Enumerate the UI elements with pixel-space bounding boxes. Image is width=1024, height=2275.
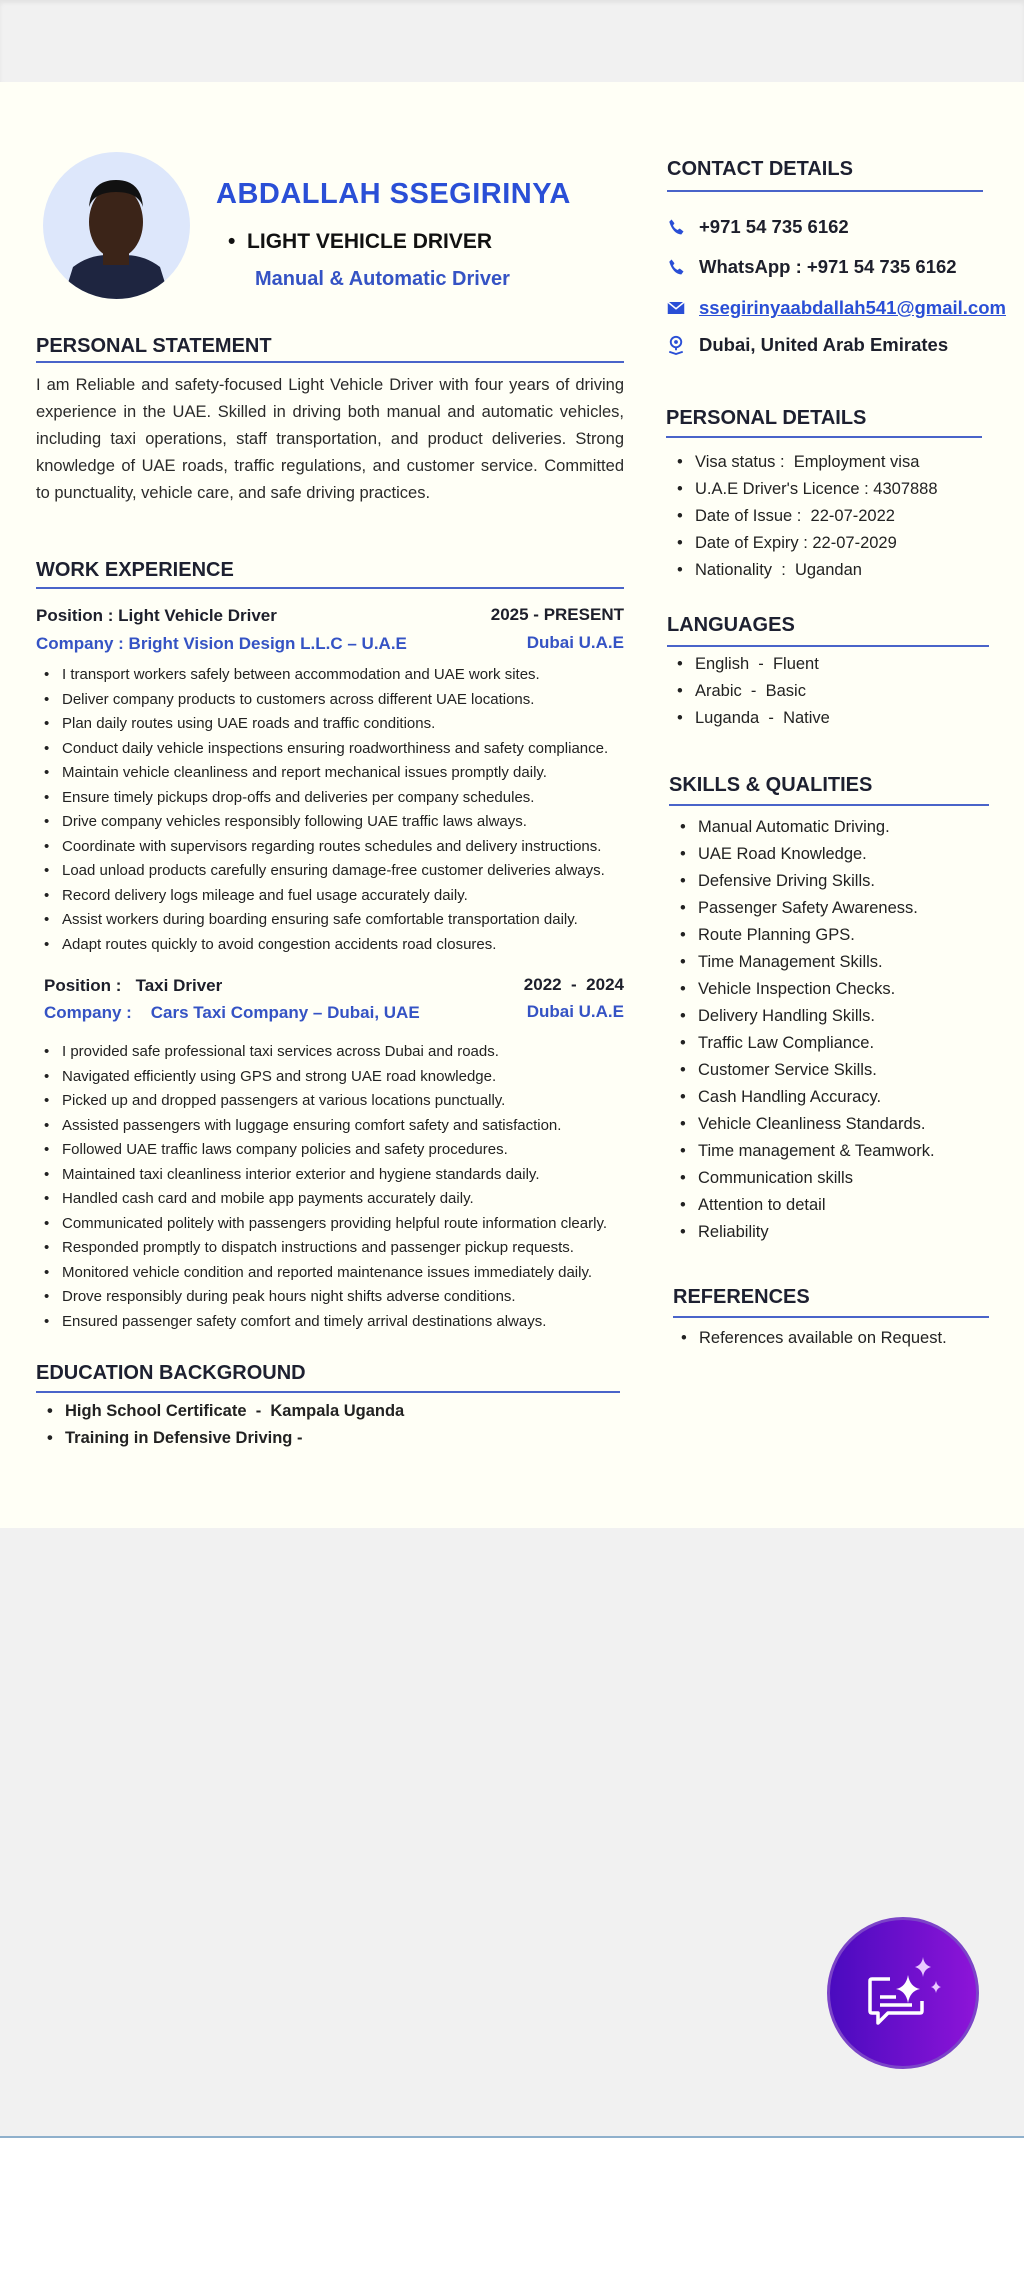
- personal-details-heading: PERSONAL DETAILS: [666, 407, 867, 429]
- job-position: Position : Taxi Driver: [44, 976, 223, 995]
- list-item: • Deliver company products to customers across different UAE locations.: [62, 688, 608, 713]
- list-item: • Adapt routes quickly to avoid congestion accidents road closures.: [62, 933, 608, 958]
- list-item: • Handled cash card and mobile app payments accurately daily.: [62, 1187, 607, 1212]
- contact-phone: [667, 216, 849, 238]
- list-item: • Coordinate with supervisors regarding routes schedules and delivery instructions.: [62, 835, 608, 860]
- list-item: • Communicated politely with passengers providing helpful route information clearly.: [62, 1212, 607, 1237]
- list-item: • Load unload products carefully ensuring damage-free customer deliveries always.: [62, 859, 608, 884]
- top-bar: [0, 0, 1024, 82]
- job-duties-list: [62, 1040, 607, 1334]
- statement-text: I am Reliable and safety-focused Light Vehicle Driver with four years of driving experience in the UAE. Skilled in driving both manual and automatic vehicles, including taxi operations, staff transportation, and product deliveries. Strong knowledge of UAE roads, traffic regulations, and customer service. Committed to punctuality, vehicle care, and safe driving practices.: [36, 376, 624, 502]
- list-item: • Cash Handling Accuracy.: [698, 1084, 935, 1111]
- divider: [673, 1316, 989, 1318]
- whatsapp-text: WhatsApp : +971 54 735 6162: [699, 256, 957, 277]
- list-item: • Attention to detail: [698, 1192, 935, 1219]
- job-location: Dubai U.A.E: [526, 1002, 624, 1021]
- location-pin-icon: [667, 335, 685, 355]
- job-company: Company : Cars Taxi Company – Dubai, UAE: [44, 1003, 420, 1022]
- list-item: • Defensive Driving Skills.: [698, 868, 935, 895]
- mail-icon: [667, 300, 685, 316]
- job-dates: 2025 - PRESENT: [490, 605, 624, 624]
- list-item: • Ensure timely pickups drop-offs and deliveries per company schedules.: [62, 786, 608, 811]
- list-item: • Date of Issue : 22-07-2022: [695, 503, 938, 530]
- list-item: • Reliability: [698, 1219, 935, 1246]
- divider: [36, 361, 624, 363]
- divider: [36, 1391, 620, 1393]
- contact-location: [667, 334, 948, 356]
- references-heading: REFERENCES: [673, 1286, 810, 1308]
- divider: [667, 190, 983, 192]
- list-item: • Navigated efficiently using GPS and strong UAE road knowledge.: [62, 1065, 607, 1090]
- contact-email[interactable]: [667, 297, 1006, 319]
- divider: [669, 804, 989, 806]
- list-item: • Plan daily routes using UAE roads and traffic conditions.: [62, 712, 608, 737]
- list-item: • Traffic Law Compliance.: [698, 1030, 935, 1057]
- list-item: • Ensured passenger safety comfort and timely arrival destinations always.: [62, 1310, 607, 1335]
- list-item: • Assist workers during boarding ensuring safe comfortable transportation daily.: [62, 908, 608, 933]
- phone-icon: [667, 218, 685, 236]
- divider: [666, 436, 982, 438]
- job-subtitle: Manual & Automatic Driver: [255, 268, 510, 290]
- ai-chat-sparkle-icon: [858, 1953, 948, 2033]
- list-item: • Drove responsibly during peak hours night shifts adverse conditions.: [62, 1285, 607, 1310]
- work-heading: WORK EXPERIENCE: [36, 559, 234, 581]
- list-item: • Conduct daily vehicle inspections ensuring roadworthiness and safety compliance.: [62, 737, 608, 762]
- list-item: • Time Management Skills.: [698, 949, 935, 976]
- list-item: • Assisted passengers with luggage ensuring comfort safety and satisfaction.: [62, 1114, 607, 1139]
- contact-heading: CONTACT DETAILS: [667, 158, 853, 180]
- list-item: • Nationality : Ugandan: [695, 557, 938, 584]
- location-text: Dubai, United Arab Emirates: [699, 334, 949, 355]
- candidate-name: ABDALLAH SSEGIRINYA: [216, 178, 571, 210]
- skills-list: [698, 814, 935, 1246]
- list-item: • Delivery Handling Skills.: [698, 1003, 935, 1030]
- statement-heading: PERSONAL STATEMENT: [36, 335, 272, 357]
- list-item: • Time management & Teamwork.: [698, 1138, 935, 1165]
- job-duties-list: [62, 663, 608, 957]
- education-heading: EDUCATION BACKGROUND: [36, 1362, 306, 1384]
- job-position: Position : Light Vehicle Driver: [36, 606, 277, 625]
- email-link[interactable]: ssegirinyaabdallah541@gmail.com: [699, 297, 1006, 318]
- list-item: • English - Fluent: [695, 651, 830, 678]
- job-title-text: LIGHT VEHICLE DRIVER: [247, 230, 493, 253]
- contact-whatsapp: [667, 256, 957, 278]
- list-item: • Vehicle Cleanliness Standards.: [698, 1111, 935, 1138]
- list-item: • Monitored vehicle condition and reported maintenance issues immediately daily.: [62, 1261, 607, 1286]
- list-item: • High School Certificate - Kampala Uganda: [65, 1398, 404, 1425]
- list-item: • Training in Defensive Driving -: [65, 1425, 404, 1452]
- list-item: • Route Planning GPS.: [698, 922, 935, 949]
- list-item: • Visa status : Employment visa: [695, 449, 938, 476]
- list-item: • I provided safe professional taxi services across Dubai and roads.: [62, 1040, 607, 1065]
- list-item: • Followed UAE traffic laws company policies and safety procedures.: [62, 1138, 607, 1163]
- list-item: • Luganda - Native: [695, 705, 830, 732]
- list-item: • UAE Road Knowledge.: [698, 841, 935, 868]
- languages-heading: LANGUAGES: [667, 614, 795, 636]
- phone-icon: [667, 258, 685, 276]
- list-item: • Maintain vehicle cleanliness and report mechanical issues promptly daily.: [62, 761, 608, 786]
- list-item: • Customer Service Skills.: [698, 1057, 935, 1084]
- skills-heading: SKILLS & QUALITIES: [669, 774, 873, 796]
- education-list: [65, 1398, 404, 1452]
- list-item: • Passenger Safety Awareness.: [698, 895, 935, 922]
- list-item: • Date of Expiry : 22-07-2029: [695, 530, 938, 557]
- ai-assistant-button[interactable]: [827, 1917, 979, 2069]
- list-item: • I transport workers safely between accommodation and UAE work sites.: [62, 663, 608, 688]
- list-item: • Communication skills: [698, 1165, 935, 1192]
- list-item: • Drive company vehicles responsibly following UAE traffic laws always.: [62, 810, 608, 835]
- job-dates: 2022 - 2024: [523, 975, 624, 994]
- phone-text: +971 54 735 6162: [699, 216, 849, 237]
- languages-list: [695, 651, 830, 732]
- profile-photo: [43, 152, 190, 299]
- list-item: • Arabic - Basic: [695, 678, 830, 705]
- divider: [667, 645, 989, 647]
- list-item: • References available on Request.: [699, 1325, 947, 1352]
- list-item: • Picked up and dropped passengers at various locations punctually.: [62, 1089, 607, 1114]
- personal-details-list: [695, 449, 938, 584]
- job-company: Company : Bright Vision Design L.L.C – U.A.E: [36, 634, 407, 653]
- divider: [36, 587, 624, 589]
- job-location: Dubai U.A.E: [526, 633, 624, 652]
- job-title: • LIGHT VEHICLE DRIVER: [228, 230, 493, 253]
- list-item: • Maintained taxi cleanliness interior exterior and hygiene standards daily.: [62, 1163, 607, 1188]
- list-item: • Responded promptly to dispatch instructions and passenger pickup requests.: [62, 1236, 607, 1261]
- list-item: • U.A.E Driver's Licence : 4307888: [695, 476, 938, 503]
- references-list: [699, 1325, 947, 1352]
- list-item: • Manual Automatic Driving.: [698, 814, 935, 841]
- list-item: • Record delivery logs mileage and fuel usage accurately daily.: [62, 884, 608, 909]
- list-item: • Vehicle Inspection Checks.: [698, 976, 935, 1003]
